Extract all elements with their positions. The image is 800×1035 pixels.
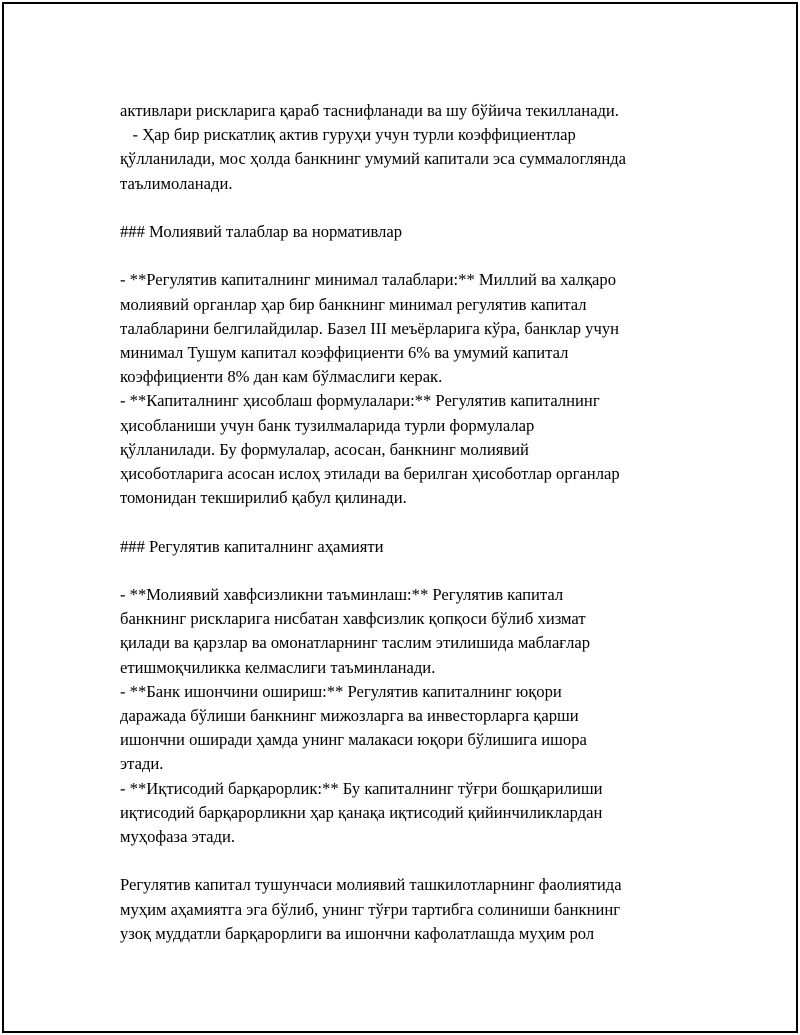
text-line: банкнинг рискларига нисбатан хавфсизлик қопқоси бўлиб хизмат [120, 609, 586, 629]
text-line: ишончни оширади ҳамда унинг малакаси юқори бўлишига ишора [120, 730, 587, 750]
blank-line [120, 196, 690, 220]
list-item-line: - **Регулятив капиталнинг минимал талаблари:** Миллий ва халқаро [120, 270, 617, 290]
list-item-line: - **Капиталнинг ҳисоблаш формулалари:** Регулятив капиталнинг [120, 391, 600, 411]
list-item-line: - **Иқтисодий барқарорлик:** Бу капиталнинг тўғри бошқарилиши [120, 778, 603, 798]
text-line: молиявий органлар ҳар бир банкнинг минимал регулятив капитал [120, 294, 587, 314]
text-line: узоқ муддатли барқарорлиги ва ишончни кафолатлашда муҳим рол [120, 923, 595, 943]
document-body [120, 99, 690, 946]
blank-line [120, 849, 690, 873]
text-line: Регулятив капитал тушунчаси молиявий ташкилотларнинг фаолиятида [120, 875, 622, 895]
text-line: қўлланилади, мос ҳолда банкнинг умумий капитали эса суммалоглянда [120, 149, 627, 169]
blank-line [120, 244, 690, 268]
text-line: талабларини белгилайдилар. Базел III меъёрларига кўра, банклар учун [120, 318, 619, 338]
text-line: таълимоланади. [120, 173, 233, 193]
text-line: коэффициенти 8% дан кам бўлмаслиги керак. [120, 367, 443, 387]
list-item-line: - **Молиявий хавфсизликни таъминлаш:** Регулятив капитал [120, 585, 564, 604]
text-line: муҳофаза этади. [120, 827, 235, 847]
text-line: қилади ва қарзлар ва омонатларнинг таслим этилишида маблағлар [120, 633, 591, 653]
text-line: ҳисобланиши учун банк тузилмаларида турли формулалар [120, 415, 535, 435]
text-line: ҳисоботларига асосан ислоҳ этилади ва берилган ҳисоботлар органлар [120, 464, 620, 484]
text-line: етишмоқчиликка келмаслиги таъминланади. [120, 657, 436, 677]
text-line: даражада бўлиши банкнинг мижозларга ва инвесторларга қарши [120, 706, 579, 726]
document-page [2, 2, 798, 1033]
section-heading: ### Регулятив капиталнинг аҳамияти [120, 536, 384, 556]
section-heading: ### Молиявий талаблар ва нормативлар [120, 222, 403, 241]
text-line: активлари рискларига қараб таснифланади ва шу бўйича текилланади. [120, 101, 619, 120]
text-line: қўлланилади. Бу формулалар, асосан, банкнинг молиявий [120, 439, 529, 459]
text-line: томонидан текширилиб қабул қилинади. [120, 488, 407, 508]
text-line: этади. [120, 754, 164, 774]
blank-line [120, 559, 690, 583]
blank-line [120, 510, 690, 534]
list-item-line: - **Банк ишончини ошириш:** Регулятив капиталнинг юқори [120, 681, 562, 701]
text-line: муҳим аҳамиятга эга бўлиб, унинг тўғри тартибга солиниши банкнинг [120, 899, 621, 919]
text-line: иқтисодий барқарорликни ҳар қанақа иқтисодий қийинчиликлардан [120, 802, 603, 822]
text-line: - Ҳар бир рискатлиқ актив гуруҳи учун турли коэффициентлар [120, 125, 576, 145]
text-line: минимал Тушум капитал коэффициенти 6% ва умумий капитал [120, 343, 569, 362]
